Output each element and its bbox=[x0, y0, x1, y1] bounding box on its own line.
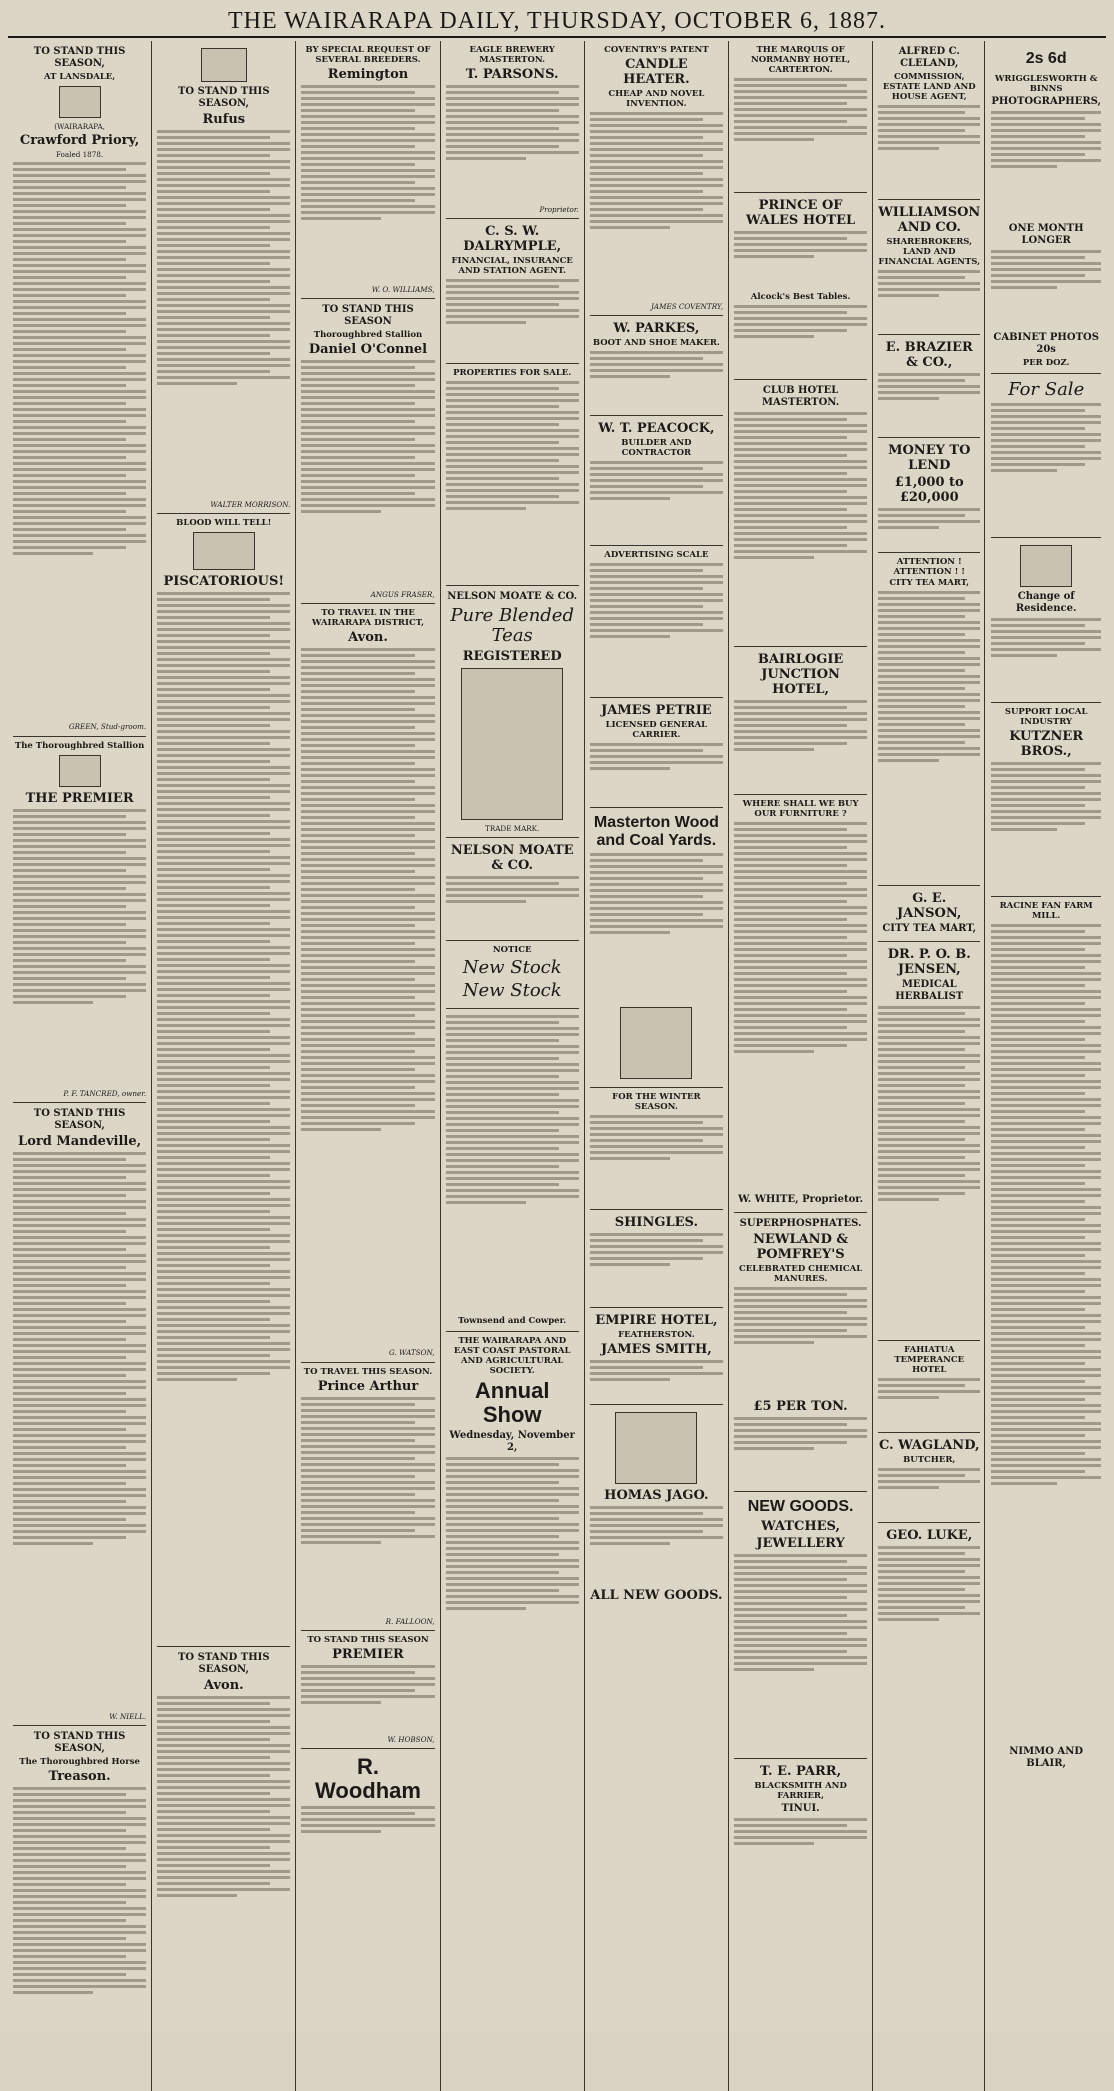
ad-heading: The Thoroughbred Stallion bbox=[14, 740, 145, 751]
ad-title: Masterton Wood and Coal Yards. bbox=[593, 814, 719, 850]
ad-premier-col3 bbox=[301, 1631, 434, 1749]
ad-candle-heater bbox=[590, 41, 723, 316]
ad-body bbox=[991, 762, 1101, 892]
horse-name: THE PREMIER bbox=[25, 790, 134, 806]
horse-illustration bbox=[59, 755, 101, 787]
ad-subheading: CITY TEA MART, bbox=[889, 578, 970, 588]
ad-body bbox=[734, 412, 867, 642]
ad-geo-luke bbox=[878, 1523, 980, 1700]
ad-subheading: FINANCIAL, INSURANCE AND STATION AGENT. bbox=[451, 256, 573, 277]
ad-heading: TO STAND THIS SEASON, bbox=[177, 1652, 270, 1676]
ad-signature: G. WATSON, bbox=[388, 1348, 435, 1358]
horse-illustration bbox=[59, 86, 101, 118]
ad-place: (WAIRARAPA, bbox=[54, 122, 105, 131]
column-7 bbox=[873, 41, 1106, 2091]
column-4 bbox=[441, 41, 585, 2091]
ad-woodham bbox=[301, 1749, 434, 1870]
horse-name: Avon. bbox=[348, 630, 388, 646]
ad-racine-fan-mill bbox=[991, 897, 1101, 1776]
business-name: G. E. JANSON, bbox=[897, 891, 962, 921]
ad-title: EMPIRE HOTEL, bbox=[595, 1313, 718, 1329]
show-date: Wednesday, November 2, bbox=[449, 1430, 575, 1454]
ad-body bbox=[590, 1506, 723, 1586]
ad-heading: FOR THE WINTER SEASON. bbox=[612, 1092, 701, 1113]
business-name: C. S. W. DALRYMPLE, bbox=[463, 224, 562, 255]
ad-pahiatua-hotel bbox=[878, 1341, 980, 1433]
ad-subheading: FEATHERSTON. bbox=[618, 1330, 695, 1341]
business-name: WRIGGLESWORTH & BINNS bbox=[994, 74, 1098, 94]
column-3 bbox=[296, 41, 440, 2091]
ad-body bbox=[13, 809, 146, 1089]
ad-subheading-2: JEWELLERY bbox=[756, 1536, 845, 1551]
horse-name: PISCATORIOUS! bbox=[163, 574, 285, 590]
ad-subheading: PHOTOGRAPHERS, bbox=[991, 96, 1101, 107]
ad-body bbox=[301, 1397, 434, 1617]
business-name: W. PARKES, bbox=[613, 321, 700, 337]
ad-williamson bbox=[878, 200, 980, 335]
ad-heading: TO TRAVEL IN THE WAIRARAPA DISTRICT, bbox=[311, 608, 425, 629]
ad-brazier bbox=[878, 335, 980, 438]
ad-annual-show bbox=[446, 1332, 579, 1701]
ad-peacock bbox=[590, 416, 723, 546]
ad-subheading: WATCHES, bbox=[761, 1519, 840, 1534]
horse-illustration bbox=[201, 48, 247, 82]
ad-body bbox=[157, 130, 290, 500]
ad-title: For Sale bbox=[1008, 379, 1085, 400]
ad-pure-blended-teas bbox=[446, 586, 579, 838]
ad-body-2 bbox=[734, 1417, 867, 1487]
ad-body bbox=[878, 1006, 980, 1336]
ad-subheading: Pure Blended Teas bbox=[450, 605, 574, 647]
ad-body bbox=[157, 592, 290, 1642]
ad-signature: ANGUS FRASER, bbox=[370, 590, 435, 600]
ad-signature: R. FALLOON, bbox=[385, 1616, 435, 1626]
ad-eagle-brewery bbox=[446, 41, 579, 219]
ad-subheading: AT LANSDALE, bbox=[43, 72, 116, 82]
ad-prince-arthur bbox=[301, 1363, 434, 1631]
ad-heading: THE WAIRARAPA AND EAST COAST PASTORAL AND AGRICULTURAL SOCIETY. bbox=[453, 1336, 571, 1377]
ad-heading: RACINE FAN FARM MILL. bbox=[999, 901, 1093, 921]
ad-heading: NOTICE bbox=[492, 945, 532, 956]
ad-body bbox=[878, 373, 980, 433]
ad-heading: TO STAND THIS SEASON, bbox=[177, 86, 270, 109]
ad-subheading: CITY TEA MART, bbox=[882, 923, 977, 934]
ad-subheading: LICENSED GENERAL CARRIER. bbox=[605, 720, 708, 741]
ad-parr bbox=[734, 1759, 867, 1882]
business-name: E. BRAZIER & CO., bbox=[885, 340, 973, 370]
ad-advertising-scale bbox=[590, 546, 723, 698]
ad-title: MONEY TO LEND bbox=[888, 443, 971, 473]
ad-body bbox=[13, 1787, 146, 2087]
ad-petrie bbox=[590, 698, 723, 808]
ad-body bbox=[446, 381, 579, 581]
ad-daniel-oconnel bbox=[301, 299, 434, 604]
ad-heading: EAGLE BREWERY MASTERTON. bbox=[469, 45, 555, 65]
ad-wrigglesworth bbox=[991, 41, 1101, 374]
ad-body bbox=[446, 1457, 579, 1697]
ad-lord-mandeville bbox=[13, 1103, 146, 1726]
ad-body bbox=[878, 105, 980, 195]
column-6 bbox=[729, 41, 873, 2091]
ad-crawford-priory bbox=[13, 41, 146, 737]
ad-new-goods bbox=[734, 1492, 867, 1759]
photo-price: 2s 6d bbox=[1025, 50, 1067, 67]
ad-subheading: BUILDER AND CONTRACTOR bbox=[621, 438, 692, 459]
ad-body bbox=[878, 591, 980, 881]
ad-wood-coal-yards bbox=[590, 808, 723, 1088]
ad-dalrymple bbox=[446, 219, 579, 364]
house-illustration bbox=[615, 1412, 697, 1484]
ad-subheading: MEDICAL HERBALIST bbox=[895, 979, 964, 1002]
column-5 bbox=[585, 41, 729, 2091]
ad-signature: W. HOBSON, bbox=[387, 1734, 435, 1744]
ad-body bbox=[734, 1554, 867, 1754]
business-name: W. WHITE, Proprietor. bbox=[738, 1194, 864, 1205]
horse-name: Daniel O'Connel bbox=[308, 342, 428, 358]
ad-body bbox=[734, 1287, 867, 1397]
ad-body bbox=[446, 876, 579, 936]
ad-title: ONE MONTH LONGER bbox=[1008, 223, 1084, 246]
business-name: Townsend and Cowper. bbox=[458, 1316, 567, 1327]
ad-wagland bbox=[878, 1433, 980, 1523]
business-name: NIMMO AND BLAIR, bbox=[1009, 1746, 1084, 1769]
ad-heading: TO STAND THIS SEASON bbox=[322, 304, 414, 328]
ad-body bbox=[878, 270, 980, 330]
ad-title: SHINGLES. bbox=[614, 1215, 698, 1231]
ad-subheading: Alcock's Best Tables. bbox=[750, 292, 851, 302]
trademark-label: TRADE MARK. bbox=[485, 824, 540, 834]
ad-body bbox=[590, 351, 723, 411]
ad-title: PRINCE OF WALES HOTEL bbox=[746, 198, 856, 228]
ad-janson bbox=[878, 886, 980, 942]
ad-body bbox=[590, 563, 723, 693]
business-name: R. Woodham bbox=[315, 1754, 421, 1804]
ad-money-to-lend bbox=[878, 438, 980, 553]
ad-subheading: BOOT AND SHOE MAKER. bbox=[592, 338, 720, 349]
ad-body bbox=[446, 279, 579, 359]
column-1 bbox=[8, 41, 152, 2091]
tea-trademark-illustration bbox=[461, 668, 563, 820]
ad-heading: COVENTRY'S PATENT bbox=[604, 45, 709, 55]
ad-superphosphates bbox=[734, 1213, 867, 1492]
horse-name: Treason. bbox=[48, 1769, 111, 1785]
ad-body bbox=[991, 111, 1101, 221]
column-2 bbox=[152, 41, 296, 2091]
business-name: T. E. PARR, bbox=[760, 1764, 842, 1779]
new-stock-title-2: New Stock bbox=[462, 980, 562, 1002]
ad-body bbox=[590, 1115, 723, 1205]
ad-prince-of-wales bbox=[734, 193, 867, 380]
ad-body-2 bbox=[991, 250, 1101, 330]
ad-title: ALL NEW GOODS. bbox=[590, 1588, 723, 1604]
ad-club-hotel bbox=[734, 380, 867, 647]
ad-furniture bbox=[734, 795, 867, 1213]
ad-body bbox=[446, 85, 579, 205]
loan-amount: £1,000 to £20,000 bbox=[894, 475, 964, 505]
horse-name: Lord Mandeville, bbox=[18, 1133, 142, 1149]
ad-title: CANDLE HEATER. bbox=[623, 57, 690, 87]
ad-body bbox=[734, 1818, 867, 1878]
ad-body bbox=[734, 78, 867, 188]
ad-signature: JAMES COVENTRY, bbox=[651, 302, 723, 311]
ad-nelson-moate bbox=[446, 838, 579, 941]
ad-properties bbox=[446, 364, 579, 586]
ad-title: SUPERPHOSPHATES. bbox=[739, 1218, 862, 1229]
saddle-illustration bbox=[620, 1007, 692, 1079]
ad-body bbox=[301, 360, 434, 590]
business-name: C. WAGLAND, bbox=[878, 1438, 980, 1453]
ad-change-of-residence bbox=[991, 538, 1101, 703]
ad-avon-col2 bbox=[157, 1647, 290, 2000]
ad-heading: WHERE SHALL WE BUY OUR FURNITURE ? bbox=[742, 799, 859, 819]
column-7a bbox=[878, 41, 985, 2091]
cabinet-photos-sub: PER DOZ. bbox=[1022, 358, 1070, 368]
ad-piscatorious bbox=[157, 514, 290, 1647]
ad-heading: THE MARQUIS OF NORMANBY HOTEL, CARTERTON. bbox=[750, 45, 851, 75]
business-name: ALFRED C. CLELAND, bbox=[898, 46, 960, 69]
ad-townsend-cowper bbox=[446, 1009, 579, 1332]
ad-body bbox=[590, 1360, 723, 1400]
ad-signature: WALTER MORRISON. bbox=[210, 500, 291, 509]
ad-rufus bbox=[157, 41, 290, 514]
ad-heading: CLUB HOTEL MASTERTON. bbox=[761, 385, 840, 408]
ad-body bbox=[991, 618, 1101, 698]
ad-body bbox=[590, 743, 723, 803]
ad-body bbox=[301, 85, 434, 285]
ad-title: BAIRLOGIE JUNCTION HOTEL, bbox=[757, 652, 844, 697]
ad-title: NEW GOODS. bbox=[747, 1498, 854, 1515]
ad-heading: PROPERTIES FOR SALE. bbox=[453, 368, 572, 379]
columns bbox=[8, 41, 1106, 2026]
ad-body bbox=[301, 1665, 434, 1735]
ad-body bbox=[878, 1546, 980, 1696]
business-name: T. PARSONS. bbox=[465, 67, 559, 82]
business-name: DR. P. O. B. JENSEN, bbox=[887, 947, 971, 977]
ad-heading: ATTENTION ! ATTENTION ! ! bbox=[893, 557, 966, 577]
ad-new-stock bbox=[446, 941, 579, 1009]
ad-subheading: SHAREBROKERS, LAND AND FINANCIAL AGENTS, bbox=[878, 237, 981, 267]
ad-heading: SUPPORT LOCAL INDUSTRY bbox=[1004, 707, 1088, 727]
ad-body bbox=[878, 1468, 980, 1518]
ad-body bbox=[734, 700, 867, 790]
price-label: £5 PER TON. bbox=[753, 1399, 848, 1414]
horse-name: Avon. bbox=[203, 1678, 244, 1694]
ad-heading: TO STAND THIS SEASON bbox=[307, 1634, 429, 1645]
ad-body bbox=[301, 1806, 434, 1866]
horse-name: Prince Arthur bbox=[317, 1378, 419, 1394]
ad-remington bbox=[301, 41, 434, 299]
ad-body bbox=[590, 853, 723, 1003]
ad-cleland bbox=[878, 41, 980, 200]
ad-heading: ADVERTISING SCALE bbox=[604, 550, 709, 561]
ad-city-tea-mart bbox=[878, 553, 980, 886]
ad-body bbox=[991, 924, 1101, 1744]
business-name: WILLIAMSON AND CO. bbox=[878, 205, 981, 235]
ad-body bbox=[157, 1696, 290, 1996]
ad-body bbox=[301, 648, 434, 1348]
ad-subheading-2: TINUI. bbox=[781, 1803, 820, 1814]
horse-name: PREMIER bbox=[332, 1646, 404, 1662]
ad-body bbox=[446, 1015, 579, 1315]
ad-subheading-2: CELEBRATED CHEMICAL MANURES. bbox=[738, 1264, 863, 1284]
ad-body bbox=[590, 112, 723, 302]
ad-title: Change of Residence. bbox=[1015, 591, 1077, 614]
ad-body-2 bbox=[734, 305, 867, 375]
ad-avon-col3 bbox=[301, 604, 434, 1362]
ad-body bbox=[991, 403, 1101, 533]
ad-winter-season bbox=[590, 1088, 723, 1210]
ad-treason bbox=[13, 1726, 146, 2091]
ad-jago bbox=[590, 1405, 723, 1609]
ad-signature: Proprietor. bbox=[539, 205, 579, 214]
ad-subheading: The Thoroughbred Horse bbox=[19, 1757, 140, 1768]
ad-body bbox=[734, 231, 867, 291]
ad-signature: W. O. WILLIAMS, bbox=[371, 285, 435, 294]
new-stock-title: New Stock bbox=[462, 957, 562, 979]
business-name: KUTZNER BROS., bbox=[1009, 729, 1084, 759]
column-7b bbox=[991, 41, 1101, 2091]
business-name: GEO. LUKE, bbox=[886, 1528, 973, 1543]
ad-signature: P. F. TANCRED, owner. bbox=[63, 1088, 147, 1098]
ad-heading: BLOOD WILL TELL! bbox=[176, 518, 272, 529]
ad-heading: BY SPECIAL REQUEST OF SEVERAL BREEDERS. bbox=[305, 45, 431, 65]
business-name: JAMES SMITH, bbox=[600, 1342, 712, 1358]
horse-name: Remington bbox=[327, 67, 409, 82]
ad-signature: W. NIELL. bbox=[109, 1711, 147, 1721]
ad-body bbox=[590, 1233, 723, 1303]
masthead bbox=[8, 6, 1106, 38]
ad-bairlogie-junction bbox=[734, 647, 867, 795]
ad-parkes bbox=[590, 316, 723, 416]
registered-label: REGISTERED bbox=[462, 649, 562, 665]
ad-heading: FAHIATUA TEMPERANCE HOTEL bbox=[894, 1345, 965, 1375]
ad-heading: TO STAND THIS SEASON, bbox=[33, 1107, 126, 1131]
business-name: NELSON MOATE & CO. bbox=[450, 843, 574, 874]
ad-subheading: NEWLAND & POMFREY'S bbox=[753, 1232, 849, 1262]
ad-for-sale bbox=[991, 374, 1101, 538]
ad-foaled: Foaled 1878. bbox=[55, 150, 104, 160]
ad-subheading: Thoroughbred Stallion bbox=[313, 330, 423, 341]
ad-body bbox=[13, 162, 146, 722]
annual-show-title: Annual Show bbox=[474, 1378, 550, 1428]
horse-name: Rufus bbox=[202, 112, 246, 127]
business-name: NELSON MOATE & CO. bbox=[447, 591, 578, 603]
ad-kutzner bbox=[991, 703, 1101, 897]
business-name: W. T. PEACOCK, bbox=[598, 421, 715, 437]
ad-subheading: BUTCHER, bbox=[903, 1455, 956, 1465]
ad-body bbox=[878, 1378, 980, 1428]
ad-body bbox=[878, 508, 980, 548]
ad-body bbox=[590, 461, 723, 541]
ad-heading: TO TRAVEL THIS SEASON. bbox=[303, 1366, 433, 1377]
masthead-title: THE WAIRARAPA DAILY, THURSDAY, OCTOBER 6, 1887. bbox=[227, 7, 887, 34]
horse-name: Crawford Priory, bbox=[19, 133, 140, 149]
ad-jensen bbox=[878, 942, 980, 1341]
ad-subheading: COMMISSION, ESTATE LAND AND HOUSE AGENT, bbox=[882, 72, 976, 102]
ad-empire-hotel bbox=[590, 1308, 723, 1405]
ad-heading: TO STAND THIS SEASON, bbox=[33, 1731, 126, 1755]
ad-body bbox=[13, 1152, 146, 1712]
business-name: JAMES PETRIE bbox=[601, 703, 712, 719]
ad-shingles bbox=[590, 1210, 723, 1308]
ad-signature: GREEN, Stud-groom. bbox=[68, 722, 147, 732]
hand-illustration bbox=[1020, 545, 1072, 587]
horse-illustration bbox=[193, 532, 255, 570]
ad-normanby-hotel bbox=[734, 41, 867, 193]
ad-body bbox=[734, 822, 867, 1192]
ad-subheading: BLACKSMITH AND FARRIER, bbox=[754, 1781, 847, 1801]
ad-heading: TO STAND THIS SEASON, bbox=[33, 46, 126, 69]
business-name: HOMAS JAGO. bbox=[604, 1488, 709, 1504]
ad-subheading: CHEAP AND NOVEL INVENTION. bbox=[608, 89, 705, 109]
cabinet-photos-title: CABINET PHOTOS 20s bbox=[993, 332, 1099, 355]
ad-the-premier bbox=[13, 737, 146, 1103]
